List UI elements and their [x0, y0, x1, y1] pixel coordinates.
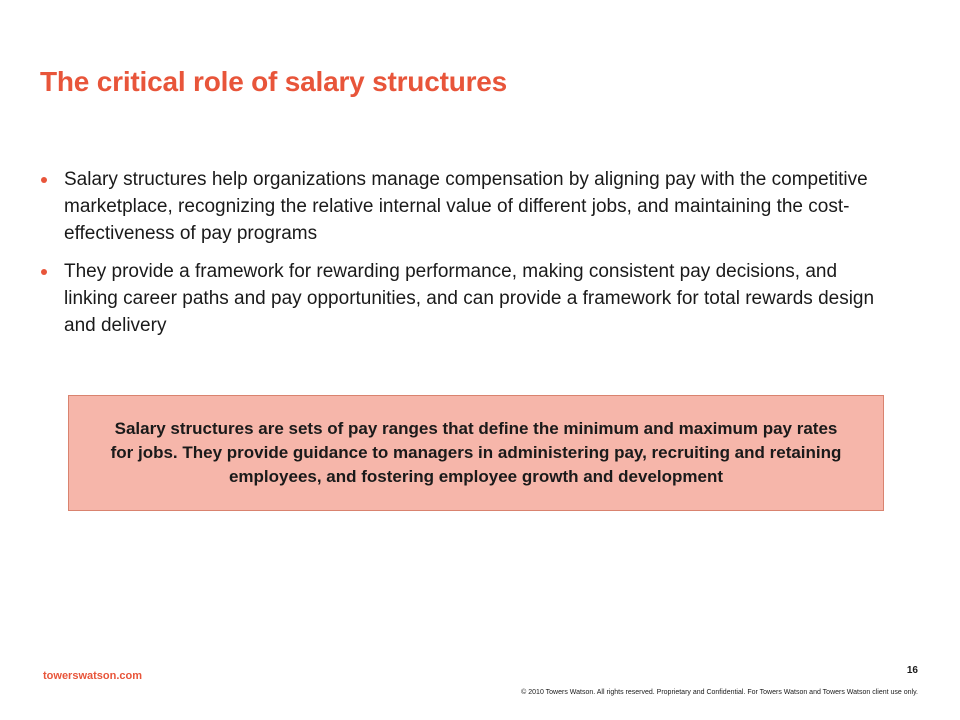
- definition-callout-box: [68, 395, 884, 511]
- callout-text: Salary structures are sets of pay ranges that define the minimum and maximum pay rates for jobs. They provide guidance to managers in administering pay, recruiting and retaining employees, and fostering employee growth and development: [110, 419, 842, 486]
- bullet-item: [40, 166, 890, 247]
- copyright-notice: © 2010 Towers Watson. All rights reserved. Proprietary and Confidential. For Towers Watson and Towers Watson client use only.: [521, 689, 918, 696]
- bullet-dot-icon: [41, 269, 47, 275]
- bullet-text: Salary structures help organizations manage compensation by aligning pay with the competitive marketplace, recognizing the relative internal value of different jobs, and maintaining the cost-effectiveness of pay programs: [64, 169, 868, 244]
- slide-title: The critical role of salary structures: [40, 66, 508, 97]
- footer-brand-link[interactable]: towerswatson.com: [43, 670, 143, 682]
- bullet-text: They provide a framework for rewarding performance, making consistent pay decisions, and linking career paths and pay opportunities, and can provide a framework for total rewards design and delivery: [64, 261, 875, 336]
- bullet-dot-icon: [41, 177, 47, 183]
- bullet-item: [40, 258, 890, 339]
- bullet-list: [40, 166, 890, 350]
- page-number: 16: [906, 665, 918, 676]
